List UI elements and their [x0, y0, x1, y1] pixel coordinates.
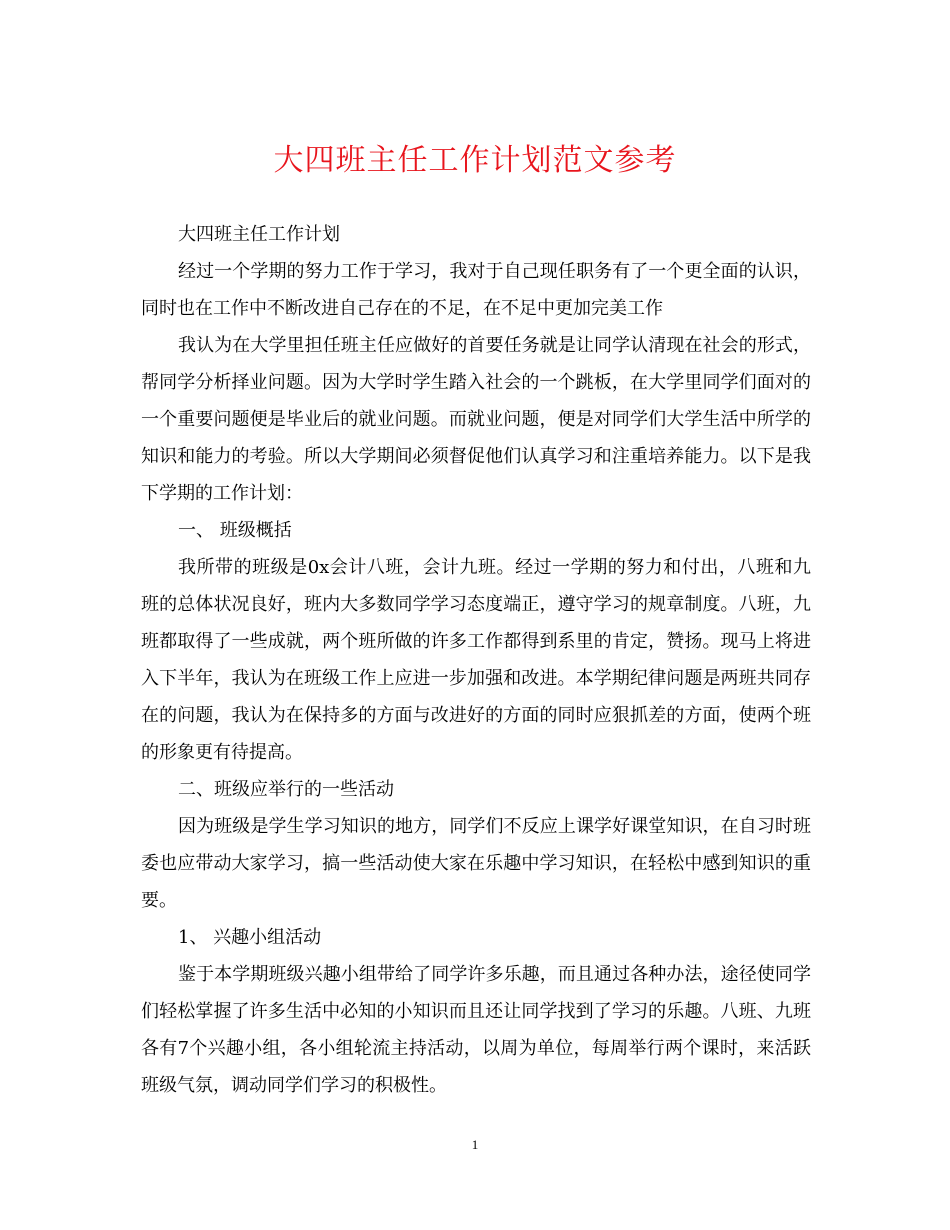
section-heading-class-overview: 一、 班级概括 [178, 520, 292, 541]
section-heading-interest-groups: 1、 兴趣小组活动 [178, 927, 322, 948]
document-body [141, 216, 811, 1104]
paragraph-class-overview: 我所带的班级是0x会计八班，会计九班。经过一学期的努力和付出，八班和九班的总体状况良好，班内大多数同学学习态度端正，遵守学习的规章制度。八班，九班都取得了一些成就，两个班所做的许多工作都得到系里的肯定，赞扬。现马上将进入下半年，我认为在班级工作上应进一步加强和改进。本学期纪律问题是两班共同存在的问题，我认为在保持多的方面与改进好的方面的同时应狠抓差的方面，使两个班的形象更有待提高。 [141, 557, 811, 763]
paragraph-intro: 经过一个学期的努力工作于学习，我对于自己现任职务有了一个更全面的认识，同时也在工作中不断改进自己存在的不足，在不足中更加完美工作 [141, 261, 811, 319]
document-subtitle: 大四班主任工作计划 [178, 224, 340, 245]
section-heading-activities: 二、班级应举行的一些活动 [178, 779, 394, 800]
paragraph-activities: 因为班级是学生学习知识的地方，同学们不反应上课学好课堂知识，在自习时班委也应带动大家学习，搞一些活动使大家在乐趣中学习知识，在轻松中感到知识的重要。 [141, 816, 811, 911]
document-title: 大四班主任工作计划范文参考 [273, 143, 677, 178]
page-number: 1 [471, 1137, 479, 1152]
paragraph-interest-groups: 鉴于本学期班级兴趣小组带给了同学许多乐趣，而且通过各种办法，途径使同学们轻松掌握了许多生活中必知的小知识而且还让同学找到了学习的乐趣。八班、九班各有7个兴趣小组，各小组轮流主持活动，以周为单位，每周举行两个课时，来活跃班级气氛，调动同学们学习的积极性。 [141, 964, 811, 1096]
paragraph-main-task: 我认为在大学里担任班主任应做好的首要任务就是让同学认清现在社会的形式，帮同学分析择业问题。因为大学时学生踏入社会的一个跳板，在大学里同学们面对的一个重要问题便是毕业后的就业问题。而就业问题，便是对同学们大学生活中所学的知识和能力的考验。所以大学期间必须督促他们认真学习和注重培养能力。以下是我下学期的工作计划： [141, 335, 811, 504]
